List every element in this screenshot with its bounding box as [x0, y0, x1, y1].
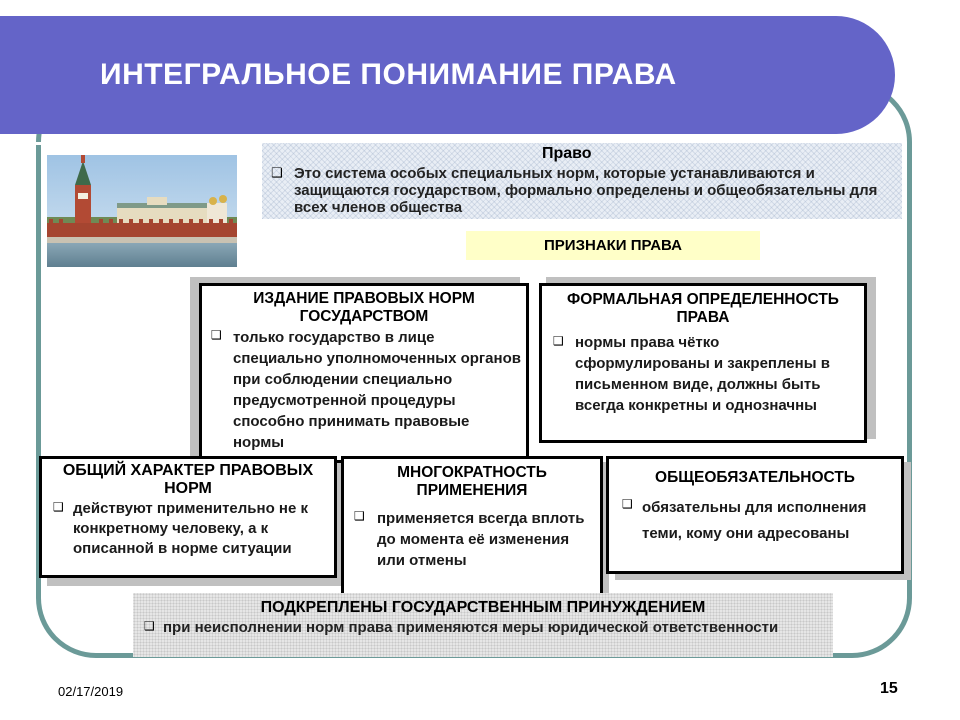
formal-box — [539, 283, 867, 443]
repeated-box — [341, 456, 603, 596]
checkbox-bullet-icon: ❑ — [144, 619, 155, 633]
signs-heading: ПРИЗНАКИ ПРАВА — [466, 231, 760, 260]
definition-title: Право — [542, 145, 592, 162]
issuance-text: только государство в лице специально уполномоченных органов при соблюдении специально предусмотренной процедуры способно принимать правовые нормы — [233, 329, 521, 451]
page-number: 15 — [880, 680, 898, 697]
slide-title: ИНТЕГРАЛЬНОЕ ПОНИМАНИЕ ПРАВА — [100, 58, 677, 91]
coercion-panel — [133, 593, 833, 657]
formal-title: ФОРМАЛЬНАЯ ОПРЕДЕЛЕННОСТЬ ПРАВА — [567, 291, 839, 326]
slide-date: 02/17/2019 — [58, 684, 124, 699]
general-text: действуют применительно не к конкретному человеку, а к описанной в норме ситуации — [73, 500, 308, 557]
definition-text: Это система особых специальных норм, которые устанавливаются и защищаются государством, формально определены и общеобязательны для всех членов общества — [294, 165, 878, 216]
general-box — [39, 456, 337, 578]
checkbox-bullet-icon: ❑ — [622, 497, 633, 511]
checkbox-bullet-icon: ❑ — [271, 165, 283, 180]
title-banner — [0, 16, 895, 134]
coercion-title: ПОДКРЕПЛЕНЫ ГОСУДАРСТВЕННЫМ ПРИНУЖДЕНИЕМ — [260, 599, 706, 616]
coercion-text: при неисполнении норм права применяются меры юридической ответственности — [163, 619, 779, 636]
repeated-text: применяется всегда вплоть до момента её изменения или отмены — [377, 510, 585, 569]
kremlin-photo — [47, 155, 237, 267]
binding-box — [606, 456, 904, 574]
definition-panel — [262, 143, 902, 219]
binding-title: ОБЩЕОБЯЗАТЕЛЬНОСТЬ — [655, 469, 855, 486]
binding-text: обязательны для исполнения теми, кому они адресованы — [642, 499, 867, 542]
issuance-title: ИЗДАНИЕ ПРАВОВЫХ НОРМ ГОСУДАРСТВОМ — [253, 290, 475, 325]
checkbox-bullet-icon: ❑ — [553, 334, 564, 348]
issuance-box — [199, 283, 529, 463]
general-title: ОБЩИЙ ХАРАКТЕР ПРАВОВЫХ НОРМ — [62, 462, 314, 497]
checkbox-bullet-icon: ❑ — [53, 500, 64, 514]
checkbox-bullet-icon: ❑ — [211, 328, 222, 342]
checkbox-bullet-icon: ❑ — [354, 509, 365, 523]
formal-text: нормы права чётко сформулированы и закреплены в письменном виде, должны быть всегда конкретны и однозначны — [575, 334, 830, 414]
repeated-title: МНОГОКРАТНОСТЬ ПРИМЕНЕНИЯ — [397, 464, 547, 499]
